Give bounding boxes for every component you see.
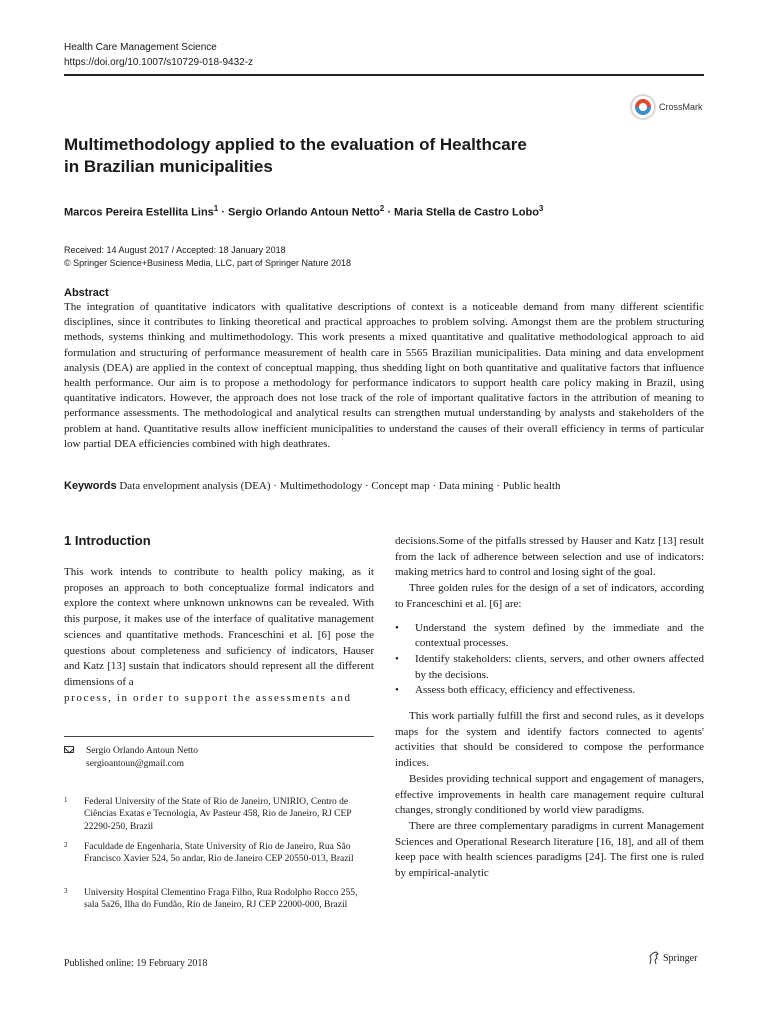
body-paragraph: Three golden rules for the design of a set of indicators, according to Franceschini et al. [6] are: (395, 582, 704, 610)
keywords-list: Data envelopment analysis (DEA) · Multimethodology · Concept map · Data mining · Public health (119, 480, 561, 492)
bullet-icon: • (395, 621, 399, 634)
author-name[interactable]: Sergio Orlando Antoun Netto (228, 206, 380, 219)
crossmark-label: CrossMark (659, 102, 703, 112)
abstract-heading: Abstract (64, 287, 109, 299)
list-item: • Identify stakeholders: clients, servers, and other owners affected by the decisions. (395, 652, 704, 681)
published-date: Published online: 19 February 2018 (64, 958, 208, 969)
keywords-label: Keywords (64, 480, 117, 492)
affiliation-3: 3 University Hospital Clementino Fraga Filho, Rua Rodolpho Rocco 255, sala 5a26, Ilha do Fundão, Rio de Janeiro, RJ CEP 22000-000, Brazil (64, 887, 358, 911)
bullet-icon: • (395, 652, 399, 665)
springer-horse-icon (648, 951, 660, 965)
header-rule (64, 74, 704, 76)
journal-name: Health Care Management Science (64, 42, 217, 53)
section-heading-introduction: 1 Introduction (64, 533, 151, 548)
corresponding-email[interactable]: sergioantoun@gmail.com (86, 759, 185, 769)
intro-paragraph-last-line: process, in order to support the assessments and (64, 691, 352, 704)
copyright-icon: © (64, 258, 71, 268)
intro-left-column (64, 565, 374, 706)
crossmark-icon (630, 94, 656, 120)
footnote-rule (64, 736, 374, 737)
intro-right-column (395, 534, 704, 882)
envelope-icon (64, 746, 74, 753)
list-item: • Assess both efficacy, efficiency and effectiveness. (395, 683, 704, 699)
paper-title: Multimethodology applied to the evaluation of Healthcare in Brazilian municipalities (64, 135, 527, 176)
body-paragraph: There are three complementary paradigms in current Management Sciences and Operational Research literature [16, 18], and all of them keep pace with health sciences paradigms [24]. The first one is ruled by empirical-analytic (395, 819, 704, 880)
doi-link[interactable]: https://doi.org/10.1007/s10729-018-9432-z (64, 57, 254, 68)
affiliation-1: 1 Federal University of the State of Rio de Janeiro, UNIRIO, Centro de Ciências Exatas e Tecnologia, Av Pasteur 458, Rio de Janeiro, RJ CEP 22290-250, Brazil (64, 796, 352, 832)
journal-header (64, 40, 253, 70)
received-accepted: Received: 14 August 2017 / Accepted: 18 January 2018 (64, 245, 286, 255)
correspondence (64, 745, 374, 771)
corresponding-author: Sergio Orlando Antoun Netto (86, 746, 198, 756)
body-paragraph: Besides providing technical support and engagement of managers, effective improvements in health care management require cultural changes, strongly conditioned by world view paradigms. (395, 772, 704, 817)
intro-paragraph: This work intends to contribute to health policy making, as it proposes an approach to both conceptualize formal indicators and explore the context where unknown unknowns can be revealed. With this purpose, it makes use of the interface of qualitative management sciences and quantitative methods. Franceschini et al. [6] pose the questions about completeness and suficiency of indicators, Hauser and Katz [13] sustain that indicators should represent all the different dimensions of a (64, 566, 374, 688)
article-dates (64, 244, 351, 270)
list-item: • Understand the system defined by the immediate and the contextual processes. (395, 621, 704, 650)
bullet-icon: • (395, 684, 399, 697)
crossmark-badge[interactable] (630, 92, 704, 122)
author-name[interactable]: Maria Stella de Castro Lobo (394, 206, 539, 219)
golden-rules-list (395, 621, 704, 700)
body-paragraph: This work partially fulfill the first and second rules, as it develops maps for the system and identify factors connected to agents' activities that should be considered to compose the performance indices. (395, 710, 704, 770)
author-name[interactable]: Marcos Pereira Estellita Lins (64, 206, 214, 219)
body-paragraph: decisions.Some of the pitfalls stressed by Hauser and Katz [13] result from the lack of adherence between selection and use of indicators: making metrics hard to control and losing sight of the goal. (395, 535, 704, 579)
author-list: Marcos Pereira Estellita Lins$^1$ · Sergio Orlando Antoun Netto$^2$ · Maria Stella de Castro Lobo$^3$ (64, 204, 544, 219)
publisher-logo: Springer (648, 951, 697, 965)
abstract-text: The integration of quantitative indicators with qualitative descriptions of context is a noticeable demand from many different scientific disciplines, since it contributes to linking theoretical and practical approaches to problem solving. Amongst them are the problem structuring methods, systems thinking and multimethodology. This work presents a mixed quantitative and qualitative methodological approach to aid formulation and structuring of performance measurement of health care in 5565 Brazilian municipalities. Data mining and data envelopment analysis (DEA) are applied in the context of conceptual mapping, thus shedding light on both quantitative and qualitative factors that influence health performance. Our aim is to propose a methodology for performance indicators to support health care policy making in Brazil, using quantitative indicators. However, the approach does not lose track of the role of important qualitative factors in the attribution of meaning to performance assessments. The methodological and analytical results can strengthen mutual understanding by analysts and stakeholders of the problem at hand. Quantitative results allow inefficient municipalities to understand the causes of their overall efficiency in terms of particular low partial DEA efficiencies combined with high deathrates. (64, 301, 704, 450)
affiliation-2: 2 Faculdade de Engenharia, State University of Rio de Janeiro, Rua São Francisco Xavier 524, 5o andar, Rio de Janeiro CEP 20550-013, Brazil (64, 841, 354, 865)
keywords (64, 480, 704, 492)
copyright-line: © Springer Science+Business Media, LLC, part of Springer Nature 2018 (64, 258, 352, 268)
